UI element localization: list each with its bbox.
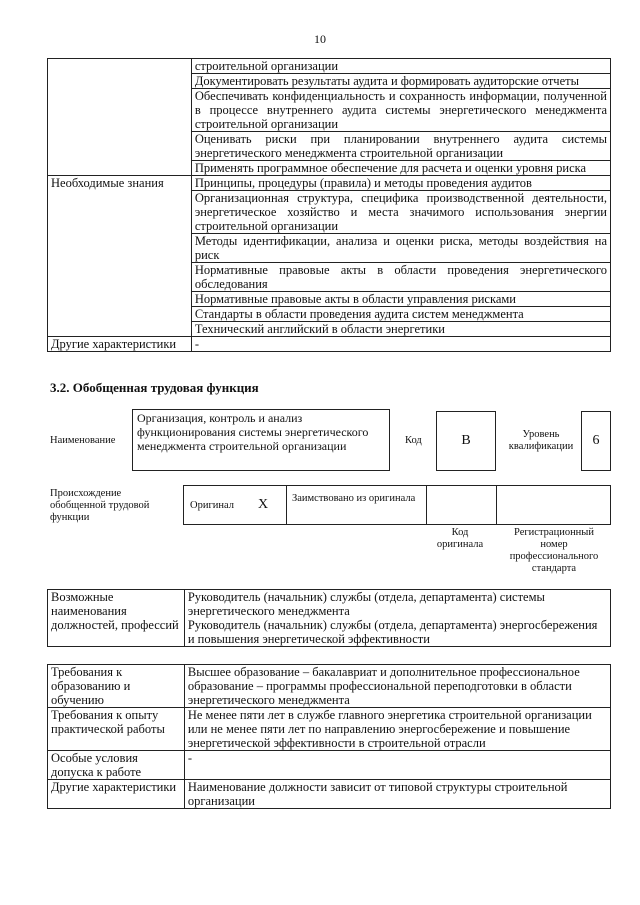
requirement-label: Другие характеристики: [48, 780, 185, 809]
positions-label: Возможные наименования должностей, профессий: [48, 590, 185, 647]
action-item: Оценивать риски при планировании внутреннего аудита системы энергетического менеджмента строительной организации: [191, 132, 610, 161]
action-item: строительной организации: [191, 59, 610, 74]
action-item: Обеспечивать конфиденциальность и сохранность информации, полученной в процессе внутреннего аудита системы энергетического менеджмента строительной организации: [191, 89, 610, 132]
section-title: 3.2. Обобщенная трудовая функция: [50, 380, 259, 395]
level-label: Уровень квалификации: [508, 429, 574, 452]
reg-caption: Регистрационный номер профессионального стандарта: [509, 527, 599, 574]
knowledge-item: Организационная структура, специфика производственной деятельности, энергетическое хозяйство и места значимого использования энергии строительной организации: [191, 191, 610, 234]
origin-box: [183, 485, 611, 525]
actions-label-cell: [48, 59, 192, 176]
original-mark: X: [258, 497, 269, 512]
table-row: [48, 590, 611, 647]
positions-value: Руководитель (начальник) службы (отдела, департамента) системы энергетического менеджмента Руководитель (начальник) службы (отдела, департамента) энергосбережения и повышения энергетической эффективности: [184, 590, 610, 647]
origin-label: Происхождение обобщенной трудовой функции: [50, 488, 150, 523]
requirement-label: Требования к образованию и обучению: [48, 665, 185, 708]
table-row: [48, 780, 611, 809]
table-row: [48, 59, 611, 74]
knowledge-item: Принципы, процедуры (правила) и методы проведения аудитов: [191, 176, 610, 191]
skills-knowledge-table: [47, 58, 611, 352]
table-row: [48, 665, 611, 708]
other-value: -: [191, 337, 610, 352]
knowledge-label: Необходимые знания: [48, 176, 192, 337]
borrowed-label: Заимствовано из оригинала: [292, 493, 416, 504]
requirement-label: Особые условия допуска к работе: [48, 751, 185, 780]
original-label: Оригинал: [190, 500, 234, 511]
table-row: [48, 176, 611, 191]
table-row: [48, 337, 611, 352]
code-value: B: [436, 411, 496, 471]
knowledge-item: Методы идентификации, анализа и оценки риска, методы воздействия на риск: [191, 234, 610, 263]
other-label: Другие характеристики: [48, 337, 192, 352]
table-row: [48, 708, 611, 751]
code-label: Код: [405, 435, 422, 446]
action-item: Документировать результаты аудита и формировать аудиторские отчеты: [191, 74, 610, 89]
page-number: 10: [314, 32, 326, 46]
knowledge-item: Нормативные правовые акты в области управления рисками: [191, 292, 610, 307]
function-name-box: Организация, контроль и анализ функционирования системы энергетического менеджмента строительной организации: [132, 409, 390, 471]
table-row: [48, 751, 611, 780]
requirement-value: Не менее пяти лет в службе главного энергетика строительной организации или не менее пяти лет по направлению энергосбережение и повышение энергетической эффективности в строительной отрасли: [184, 708, 610, 751]
level-value: 6: [581, 411, 611, 471]
code-caption: Код оригинала: [436, 527, 484, 550]
knowledge-item: Стандарты в области проведения аудита систем менеджмента: [191, 307, 610, 322]
knowledge-item: Технический английский в области энергетики: [191, 322, 610, 337]
requirement-value: -: [184, 751, 610, 780]
positions-table: [47, 589, 611, 647]
requirement-value: Высшее образование – бакалавриат и дополнительное профессиональное образование – программы профессиональной переподготовки в области энергетического менеджмента: [184, 665, 610, 708]
knowledge-item: Нормативные правовые акты в области проведения энергетического обследования: [191, 263, 610, 292]
requirements-table: [47, 664, 611, 809]
requirement-label: Требования к опыту практической работы: [48, 708, 185, 751]
requirement-value: Наименование должности зависит от типовой структуры строительной организации: [184, 780, 610, 809]
name-label: Наименование: [50, 435, 116, 446]
action-item: Применять программное обеспечение для расчета и оценки уровня риска: [191, 161, 610, 176]
